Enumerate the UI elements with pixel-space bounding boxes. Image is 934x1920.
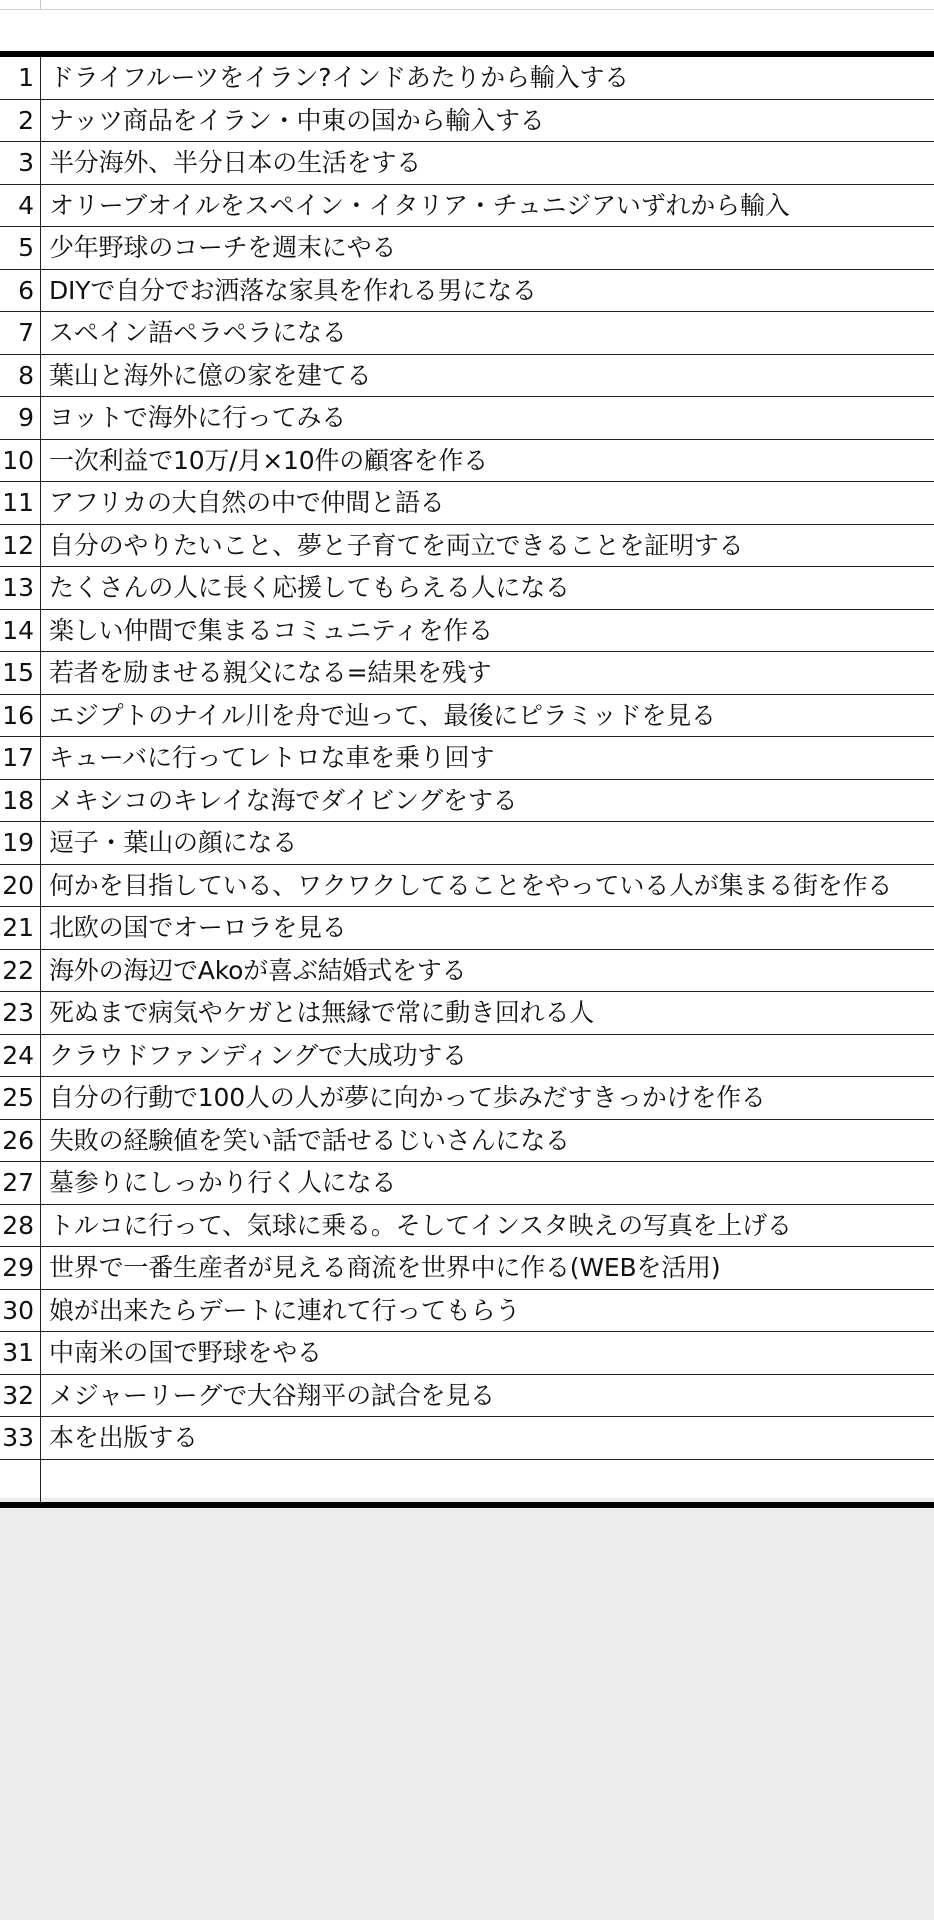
goal-text-cell[interactable]: 半分海外、半分日本の生活をする [49, 148, 422, 177]
table-row[interactable] [0, 1162, 934, 1205]
row-number-cell[interactable]: 14 [0, 610, 41, 652]
row-number-cell[interactable]: 11 [0, 482, 41, 524]
row-number-cell[interactable]: 19 [0, 822, 41, 864]
row-number-cell[interactable]: 23 [0, 992, 41, 1034]
goal-text-cell[interactable]: 自分の行動で100人の人が夢に向かって歩みだすきっかけを作る [49, 1083, 766, 1112]
goal-text-cell[interactable]: アフリカの大自然の中で仲間と語る [49, 488, 445, 517]
row-number-cell[interactable]: 6 [0, 270, 41, 312]
row-number-cell[interactable]: 18 [0, 780, 41, 822]
goal-text-cell[interactable] [41, 1460, 934, 1503]
goal-text-cell[interactable]: オリーブオイルをスペイン・イタリア・チュニジアいずれから輸入 [49, 190, 790, 220]
row-number-cell[interactable]: 32 [0, 1375, 41, 1417]
previous-row-strip [0, 0, 934, 10]
table-row[interactable] [0, 1077, 934, 1120]
goal-text-cell[interactable]: エジプトのナイル川を舟で辿って、最後にピラミッドを見る [49, 700, 716, 730]
goal-text-cell[interactable]: 北欧の国でオーロラを見る [49, 913, 347, 942]
table-row[interactable] [0, 1120, 934, 1163]
table-row[interactable] [0, 907, 934, 950]
goal-text-cell[interactable]: クラウドファンディングで大成功する [49, 1040, 467, 1070]
table-row[interactable] [0, 525, 934, 568]
table-row[interactable] [0, 822, 934, 865]
row-number-cell[interactable]: 7 [0, 312, 41, 354]
row-number-cell[interactable]: 31 [0, 1332, 41, 1374]
row-number-cell[interactable]: 13 [0, 567, 41, 609]
table-row[interactable] [0, 1247, 934, 1290]
table-row[interactable] [0, 1375, 934, 1418]
table-row[interactable] [0, 355, 934, 398]
goal-text-cell[interactable]: キューバに行ってレトロな車を乗り回す [49, 743, 495, 772]
row-number-cell[interactable]: 24 [0, 1035, 41, 1077]
row-number-cell[interactable]: 21 [0, 907, 41, 949]
goal-text-cell[interactable]: 自分のやりたいこと、夢と子育てを両立できることを証明する [49, 530, 744, 560]
goal-text-cell[interactable]: 本を出版する [49, 1423, 198, 1452]
table-row[interactable] [0, 440, 934, 483]
table-row[interactable] [0, 1460, 934, 1503]
goal-text-cell[interactable]: 海外の海辺でAkoが喜ぶ結婚式をする [49, 955, 467, 985]
goal-text-cell[interactable]: 一次利益で10万/月×10件の顧客を作る [49, 445, 488, 475]
row-number-cell[interactable]: 2 [0, 100, 41, 142]
table-row[interactable] [0, 992, 934, 1035]
table-row[interactable] [0, 57, 934, 100]
table-row[interactable] [0, 865, 934, 908]
goal-text-cell[interactable]: 少年野球のコーチを週末にやる [49, 233, 397, 262]
table-row[interactable] [0, 1035, 934, 1078]
goal-text-cell[interactable]: 中南米の国で野球をやる [49, 1338, 322, 1367]
table-row[interactable] [0, 100, 934, 143]
row-number-cell[interactable]: 4 [0, 185, 41, 227]
goal-text-cell[interactable]: ヨットで海外に行ってみる [49, 403, 347, 432]
goal-text-cell[interactable]: 葉山と海外に億の家を建てる [49, 360, 372, 390]
goal-text-cell[interactable]: 失敗の経験値を笑い話で話せるじいさんになる [49, 1125, 570, 1155]
table-row[interactable] [0, 185, 934, 228]
row-number-cell[interactable]: 12 [0, 525, 41, 567]
table-row[interactable] [0, 610, 934, 653]
row-number-cell[interactable]: 30 [0, 1290, 41, 1332]
goal-text-cell[interactable]: メキシコのキレイな海でダイビングをする [49, 785, 518, 815]
row-number-cell[interactable]: 15 [0, 652, 41, 694]
goal-text-cell[interactable]: 墓参りにしっかり行く人になる [49, 1168, 397, 1197]
table-row[interactable] [0, 1290, 934, 1333]
row-number-cell[interactable]: 1 [0, 57, 41, 99]
column-divider [40, 0, 41, 10]
table-row[interactable] [0, 737, 934, 780]
table-row[interactable] [0, 270, 934, 313]
table-row[interactable] [0, 780, 934, 823]
row-number-cell[interactable]: 20 [0, 865, 41, 907]
row-number-cell[interactable]: 5 [0, 227, 41, 269]
goal-text-cell[interactable]: 若者を励ませる親父になる=結果を残す [49, 658, 492, 687]
table-row[interactable] [0, 1332, 934, 1375]
row-number-cell[interactable]: 8 [0, 355, 41, 397]
goal-text-cell[interactable]: メジャーリーグで大谷翔平の試合を見る [49, 1380, 495, 1410]
goal-text-cell[interactable]: DIYで自分でお洒落な家具を作れる男になる [49, 275, 537, 305]
row-number-cell[interactable]: 25 [0, 1077, 41, 1119]
table-row[interactable] [0, 142, 934, 185]
table-row[interactable] [0, 312, 934, 355]
table-row[interactable] [0, 695, 934, 738]
table-row[interactable] [0, 482, 934, 525]
table-row[interactable] [0, 227, 934, 270]
row-number-cell[interactable]: 22 [0, 950, 41, 992]
table-row[interactable] [0, 567, 934, 610]
row-number-cell[interactable]: 3 [0, 142, 41, 184]
row-number-cell[interactable]: 27 [0, 1162, 41, 1204]
table-row[interactable] [0, 1417, 934, 1460]
table-row[interactable] [0, 397, 934, 440]
row-number-cell[interactable]: 28 [0, 1205, 41, 1247]
goal-text-cell[interactable]: 娘が出来たらデートに連れて行ってもらう [49, 1295, 521, 1325]
row-number-cell[interactable] [0, 1460, 41, 1503]
goal-text-cell[interactable]: 世界で一番生産者が見える商流を世界中に作る(WEBを活用) [49, 1253, 721, 1282]
goal-text-cell[interactable]: ドライフルーツをイラン?インドあたりから輸入する [49, 63, 629, 92]
table-row[interactable] [0, 1205, 934, 1248]
goal-text-cell[interactable]: 楽しい仲間で集まるコミュニティを作る [49, 615, 493, 645]
bucket-list-table [0, 51, 934, 1508]
row-number-cell[interactable]: 17 [0, 737, 41, 779]
goal-text-cell[interactable]: たくさんの人に長く応援してもらえる人になる [49, 573, 570, 602]
table-row[interactable] [0, 950, 934, 993]
goal-text-cell[interactable]: 死ぬまで病気やケガとは無縁で常に動き回れる人 [49, 998, 595, 1027]
row-number-cell[interactable]: 33 [0, 1417, 41, 1459]
goal-text-cell[interactable]: トルコに行って、気球に乗る。そしてインスタ映えの写真を上げる [49, 1210, 792, 1240]
goal-text-cell[interactable]: 何かを目指している、ワクワクしてることをやっている人が集まる街を作る [49, 870, 893, 900]
row-number-cell[interactable]: 10 [0, 440, 41, 482]
row-number-cell[interactable]: 26 [0, 1120, 41, 1162]
goal-text-cell[interactable]: 逗子・葉山の顔になる [49, 828, 298, 857]
goal-text-cell[interactable]: スペイン語ペラペラになる [49, 318, 347, 347]
goal-text-cell[interactable]: ナッツ商品をイラン・中東の国から輸入する [49, 105, 545, 135]
table-row[interactable] [0, 652, 934, 695]
row-number-cell[interactable]: 29 [0, 1247, 41, 1289]
row-number-cell[interactable]: 9 [0, 397, 41, 439]
row-number-cell[interactable]: 16 [0, 695, 41, 737]
